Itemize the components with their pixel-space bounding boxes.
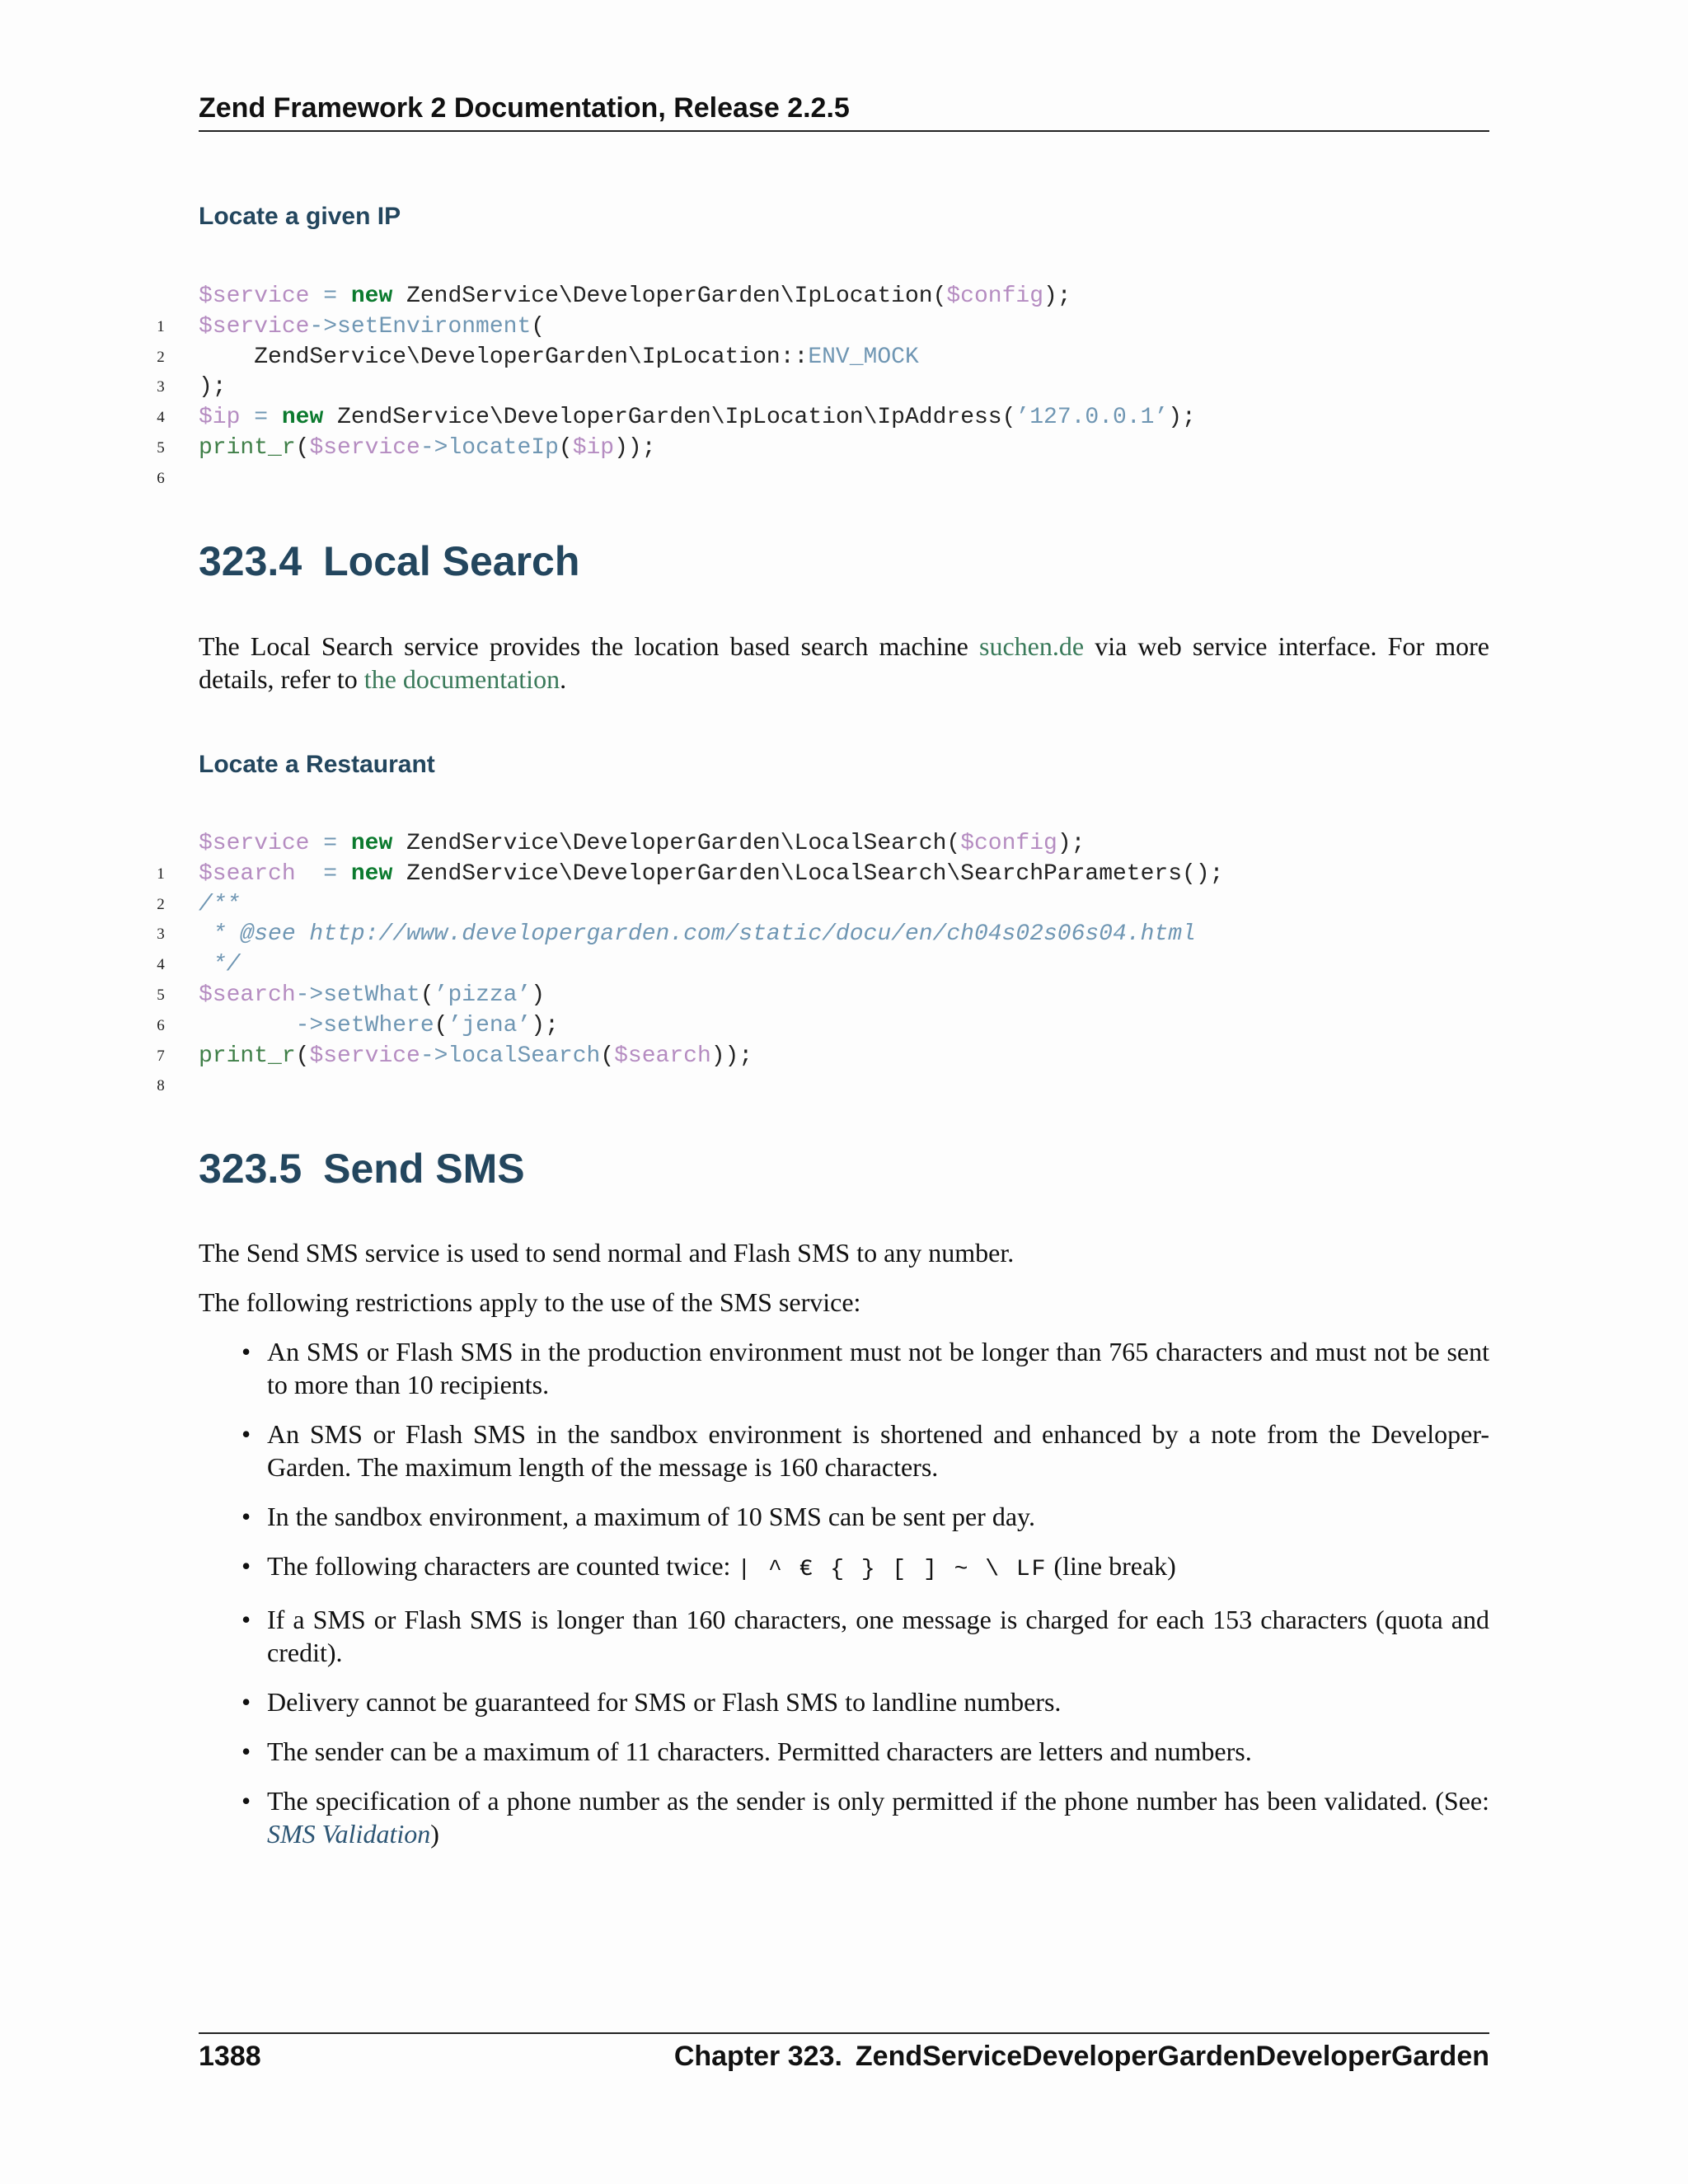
line-number: 7 [157, 1047, 165, 1065]
list-item: • The following characters are counted twice: | ^ € { } [ ] ~ \ LF (line break) [241, 1551, 1176, 1582]
list-item: • An SMS or Flash SMS in the sandbox environment is shortened and enhanced by a note from the Developer-Garden. The maximum length of the message is 160 characters. [241, 1419, 1489, 1482]
code-line: 2 $service->setEnvironment( [0, 312, 1688, 343]
subheading-locate-ip: Locate a given IP [199, 203, 401, 230]
header-rule [199, 130, 1489, 132]
code-line: 1 $service = new ZendService\DeveloperGarden\LocalSearch($config); [0, 829, 1688, 860]
code-block-ip-location [0, 282, 1688, 487]
section-title: Local Search [323, 538, 580, 584]
sms-intro-paragraph: The Send SMS service is used to send normal and Flash SMS to any number. [199, 1238, 1015, 1268]
list-item: • An SMS or Flash SMS in the production environment must not be longer than 765 characters and must not be sent to more than 10 recipients. [241, 1337, 1489, 1399]
sms-restrictions-list [199, 1335, 1489, 1867]
section-number: 323.4 [199, 538, 302, 584]
chapter-title: ZendServiceDeveloperGardenDeveloperGarden [855, 2041, 1489, 2072]
line-number: 4 [157, 409, 165, 427]
line-number: 1 [157, 317, 165, 335]
line-number: 2 [157, 348, 165, 366]
line-number: 8 [157, 1077, 165, 1095]
code-line: 5 $ip = new ZendService\DeveloperGarden\IpLocation\IpAddress(’127.0.0.1’); [0, 403, 1688, 434]
double-counted-characters: | ^ € { } [ ] ~ \ LF [737, 1557, 1048, 1582]
list-item: • In the sandbox environment, a maximum of 10 SMS can be sent per day. [241, 1502, 1035, 1531]
code-line: 5 */ [0, 950, 1688, 981]
list-item: • The sender can be a maximum of 11 characters. Permitted characters are letters and numbers. [241, 1736, 1252, 1766]
section-heading-local-search [199, 537, 579, 585]
section-number: 323.5 [199, 1146, 302, 1192]
code-line: 2 $search = new ZendService\DeveloperGarden\LocalSearch\SearchParameters(); [0, 860, 1688, 890]
link-the-documentation[interactable]: the documentation [363, 664, 560, 694]
code-block-local-search [0, 829, 1688, 1095]
line-number: 3 [157, 926, 165, 944]
sms-restrictions-paragraph: The following restrictions apply to the use of the SMS service: [199, 1287, 861, 1317]
section-title: Send SMS [323, 1146, 525, 1192]
page-number: 1388 [199, 2041, 261, 2072]
line-number: 6 [157, 1016, 165, 1034]
footer-rule [199, 2032, 1489, 2034]
line-number: 5 [157, 986, 165, 1004]
list-item: • If a SMS or Flash SMS is longer than 160 characters, one message is charged for each 153 characters (quota and credit). [241, 1605, 1489, 1667]
line-number: 1 [157, 865, 165, 883]
line-number: 3 [157, 378, 165, 396]
local-search-intro: The Local Search service provides the location based search machine suchen.de via web service interface. For more details, refer to the documentation. [199, 631, 1490, 694]
code-line: 4 ); [0, 373, 1688, 403]
list-item: • Delivery cannot be guaranteed for SMS or Flash SMS to landline numbers. [241, 1687, 1062, 1717]
code-line: 8 print_r($service->localSearch($search)); [0, 1042, 1688, 1072]
link-sms-validation[interactable]: SMS Validation [267, 1819, 431, 1849]
line-number: 2 [157, 895, 165, 913]
code-line: 4 * @see http://www.developergarden.com/static/docu/en/ch04s02s06s04.html [0, 920, 1688, 950]
running-header-title: Zend Framework 2 Documentation, Release 2.2.5 [199, 92, 850, 124]
chapter-label: Chapter 323. [673, 2041, 842, 2072]
code-line: 7 ->setWhere(’jena’); [0, 1011, 1688, 1042]
code-line: 6 print_r($service->locateIp($ip)); [0, 434, 1688, 464]
link-suchen-de[interactable]: suchen.de [979, 631, 1085, 661]
code-line: 3 /** [0, 890, 1688, 921]
code-line: 1 $service = new ZendService\DeveloperGarden\IpLocation($config); [0, 282, 1688, 312]
line-number: 6 [157, 469, 165, 487]
code-line: 3 ZendService\DeveloperGarden\IpLocation::ENV_MOCK [0, 343, 1688, 373]
footer-chapter [674, 2041, 1489, 2073]
line-number: 5 [157, 438, 165, 457]
subheading-locate-restaurant: Locate a Restaurant [199, 751, 435, 778]
line-number: 4 [157, 956, 165, 974]
list-item: • The specification of a phone number as the sender is only permitted if the phone number has been validated. (See: SMS Validation) [241, 1786, 1489, 1849]
section-heading-send-sms [199, 1145, 525, 1193]
code-line: 6 $search->setWhat(’pizza’) [0, 981, 1688, 1011]
